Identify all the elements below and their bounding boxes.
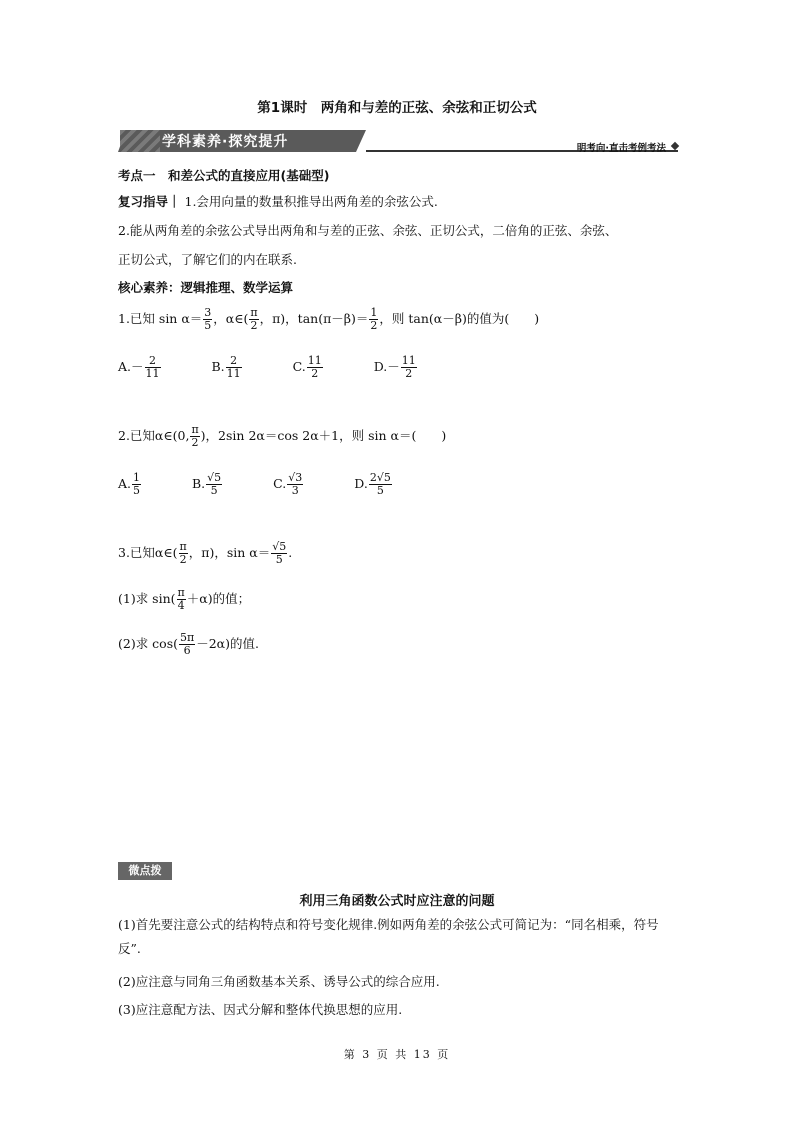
- option-b: B. $\frac{√5}{5}$: [192, 471, 222, 497]
- page-footer: 第 3 页 共 13 页: [343, 1048, 451, 1061]
- section-banner: [118, 126, 678, 156]
- question-3-part-1: (1)求 sin( $\frac{\pi}{4}$ ＋α)的值；: [118, 586, 251, 612]
- q2-text: )，2sin 2α＝cos 2α＋1，则 sin α＝( ): [200, 428, 447, 443]
- option-a: A.－ $\frac{2}{11}$: [118, 354, 160, 380]
- question-3: [118, 541, 292, 566]
- guide-text-1: 1.会用向量的数量积推导出两角差的余弦公式.: [180, 194, 438, 209]
- option-a: A. $\frac{1}{5}$: [118, 471, 141, 497]
- banner-label: 学科素养·探究提升: [162, 134, 289, 150]
- question-2-options: [118, 472, 439, 497]
- fraction: $\frac{\pi}{2}$: [191, 423, 199, 449]
- page-title: 第1课时 两角和与差的正弦、余弦和正切公式: [257, 100, 537, 116]
- q1-text: ，π)，tan(π－β)＝: [259, 311, 369, 326]
- review-guide-line-1: [118, 192, 438, 210]
- tip-tag: 微点拨: [118, 862, 172, 880]
- tip-title: 利用三角函数公式时应注意的问题: [299, 894, 495, 909]
- tip-paragraph-1: (1)首先要注意公式的结构特点和符号变化规律.例如两角差的余弦公式可简记为：“同名相乘，符号反”.: [118, 917, 659, 956]
- fraction: $\frac{5\pi}{6}$: [180, 631, 195, 657]
- option-d: D.－ $\frac{11}{2}$: [373, 354, 416, 380]
- question-1: [118, 307, 539, 332]
- question-2: [118, 424, 446, 449]
- question-3-part-2: (2)求 cos( $\frac{5\pi}{6}$ －2α)的值.: [118, 631, 259, 657]
- review-guide-line-3: 正切公式，了解它们的内在联系.: [118, 252, 297, 267]
- section-heading: 考点一 和差公式的直接应用(基础型): [118, 168, 330, 183]
- q3-text: 3.已知α∈(: [118, 545, 178, 560]
- tip-paragraph-2: (2)应注意与同角三角函数基本关系、诱导公式的综合应用.: [118, 974, 440, 989]
- core-literacy: 核心素养：逻辑推理、数学运算: [118, 280, 294, 295]
- tip-paragraph-3: (3)应注意配方法、因式分解和整体代换思想的应用.: [118, 1002, 403, 1017]
- fraction: $\frac{1}{2}$: [370, 306, 378, 332]
- fraction: $\frac{3}{5}$: [204, 306, 212, 332]
- option-b: B. $\frac{2}{11}$: [211, 354, 241, 380]
- q1-text: 1.已知 sin α＝: [118, 311, 203, 326]
- option-d: D. $\frac{2√5}{5}$: [354, 471, 391, 497]
- option-c: C. $\frac{11}{2}$: [292, 354, 322, 380]
- fraction: $\frac{\pi}{2}$: [250, 306, 258, 332]
- banner-decoration: [120, 130, 160, 152]
- banner-right-text: 明考向·直击考例考法: [576, 143, 666, 154]
- q1-text: ，α∈(: [213, 311, 249, 326]
- fraction: $\frac{√5}{5}$: [272, 540, 287, 566]
- fraction: $\frac{\pi}{4}$: [177, 586, 185, 612]
- q3-text: ，π)，sin α＝: [188, 545, 271, 560]
- diamond-icon: [671, 142, 679, 150]
- fraction: $\frac{\pi}{2}$: [179, 540, 187, 566]
- q1-text: ，则 tan(α－β)的值为( ): [379, 311, 540, 326]
- guide-label: 复习指导｜: [118, 194, 181, 209]
- q2-text: 2.已知α∈(0,: [118, 428, 190, 443]
- option-c: C. $\frac{√3}{3}$: [273, 471, 303, 497]
- question-1-options: [118, 355, 464, 380]
- q3-text: .: [288, 545, 293, 560]
- review-guide-line-2: 2.能从两角差的余弦公式导出两角和与差的正弦、余弦、正切公式，二倍角的正弦、余弦、: [118, 223, 618, 238]
